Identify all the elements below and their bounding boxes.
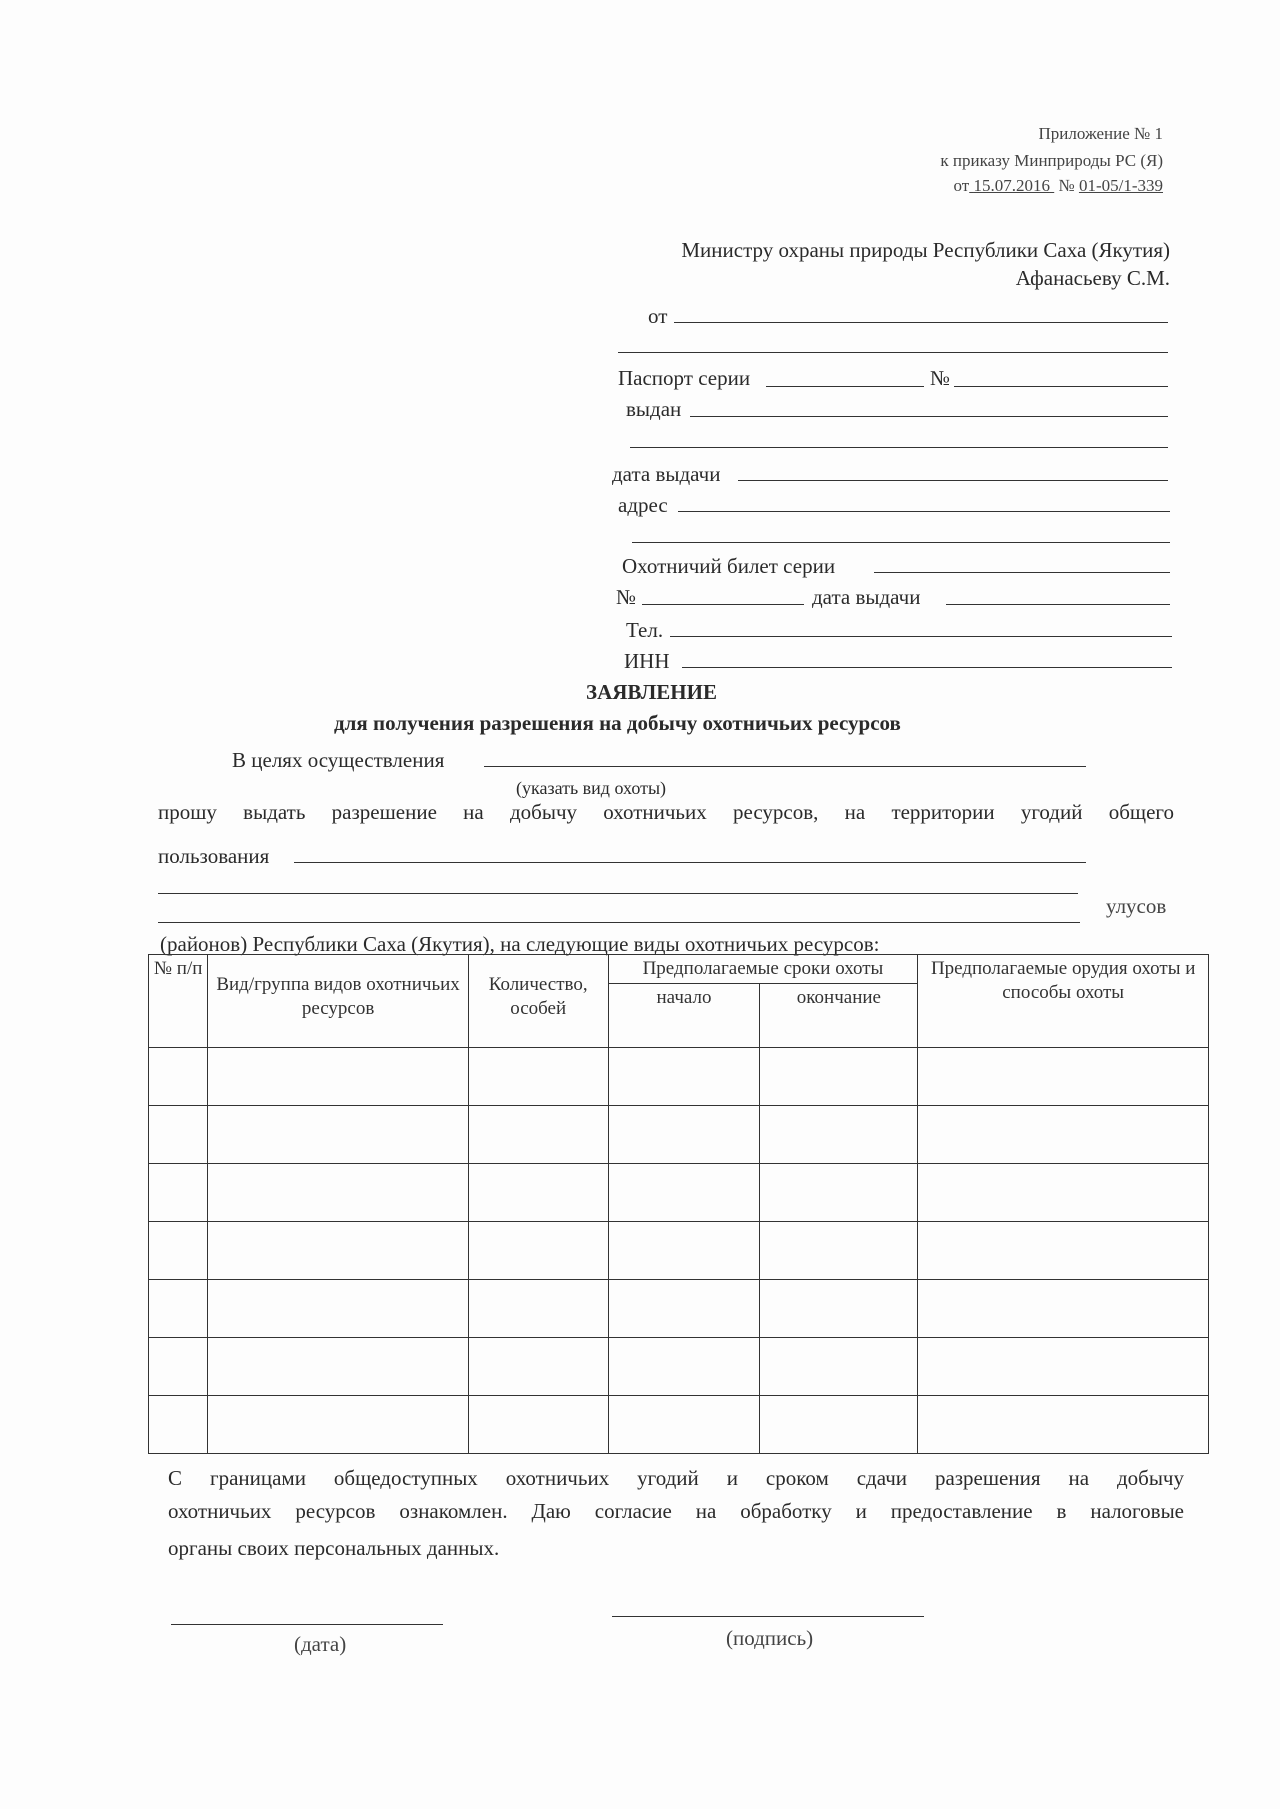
table-cell[interactable] bbox=[468, 1048, 608, 1106]
table-cell[interactable] bbox=[208, 1396, 468, 1454]
table-row bbox=[149, 1164, 1209, 1222]
regions-text: (районов) Республики Саха (Якутия), на следующие виды охотничьих ресурсов: bbox=[160, 932, 880, 956]
col-qty: Количество, особей bbox=[468, 955, 608, 1048]
order-number: 01-05/1-339 bbox=[1078, 176, 1163, 195]
table-cell[interactable] bbox=[468, 1338, 608, 1396]
from-field-2[interactable] bbox=[618, 352, 1168, 353]
addressee-line1: Министру охраны природы Республики Саха (Якутия) bbox=[681, 238, 1170, 262]
table-cell[interactable] bbox=[149, 1164, 208, 1222]
table-cell[interactable] bbox=[608, 1338, 760, 1396]
number-prefix: № bbox=[1058, 176, 1075, 195]
table-row bbox=[149, 1048, 1209, 1106]
issued-label: выдан bbox=[626, 397, 682, 421]
ticket-number-field[interactable] bbox=[642, 604, 804, 605]
table-cell[interactable] bbox=[918, 1222, 1209, 1280]
territory-field[interactable] bbox=[294, 862, 1086, 863]
table-cell[interactable] bbox=[468, 1280, 608, 1338]
table-row bbox=[149, 1222, 1209, 1280]
col-species: Вид/группа видов охотничьих ресурсов bbox=[208, 955, 468, 1048]
table-cell[interactable] bbox=[760, 1396, 918, 1454]
consent-line3: органы своих персональных данных. bbox=[168, 1536, 500, 1560]
table-cell[interactable] bbox=[149, 1106, 208, 1164]
table-cell[interactable] bbox=[208, 1048, 468, 1106]
consent-line1: С границами общедоступных охотничьих угодий и сроком сдачи разрешения на добычу bbox=[168, 1466, 1184, 1490]
table-row bbox=[149, 1280, 1209, 1338]
table-cell[interactable] bbox=[760, 1106, 918, 1164]
table-cell[interactable] bbox=[468, 1222, 608, 1280]
table-cell[interactable] bbox=[208, 1280, 468, 1338]
issued-field-2[interactable] bbox=[630, 447, 1168, 448]
species-table bbox=[148, 954, 1209, 1454]
table-cell[interactable] bbox=[608, 1396, 760, 1454]
from-prefix: от bbox=[953, 176, 970, 195]
table-cell[interactable] bbox=[918, 1106, 1209, 1164]
address-field-2[interactable] bbox=[632, 542, 1170, 543]
table-cell[interactable] bbox=[608, 1164, 760, 1222]
hunting-ticket-label: Охотничий билет серии bbox=[622, 554, 836, 578]
table-cell[interactable] bbox=[468, 1106, 608, 1164]
from-field[interactable] bbox=[674, 322, 1168, 323]
addressee-line2: Афанасьеву С.М. bbox=[1015, 266, 1170, 290]
purpose-label: В целях осуществления bbox=[232, 748, 445, 772]
date-field[interactable] bbox=[171, 1624, 443, 1625]
passport-series-field[interactable] bbox=[766, 386, 924, 387]
document-title: ЗАЯВЛЕНИЕ bbox=[586, 680, 717, 704]
table-cell[interactable] bbox=[918, 1164, 1209, 1222]
order-label: к приказу Минприроды РС (Я) bbox=[940, 151, 1163, 170]
table-cell[interactable] bbox=[608, 1048, 760, 1106]
uluses-label: улусов bbox=[1106, 894, 1167, 918]
inn-field[interactable] bbox=[682, 667, 1172, 668]
table-cell[interactable] bbox=[918, 1396, 1209, 1454]
order-ref bbox=[954, 176, 1164, 196]
document-subtitle: для получения разрешения на добычу охотничьих ресурсов bbox=[334, 711, 901, 735]
table-cell[interactable] bbox=[760, 1338, 918, 1396]
table-cell[interactable] bbox=[149, 1222, 208, 1280]
table-cell[interactable] bbox=[760, 1222, 918, 1280]
signature-label: (подпись) bbox=[726, 1626, 814, 1650]
purpose-field[interactable] bbox=[484, 766, 1086, 767]
table-cell[interactable] bbox=[608, 1106, 760, 1164]
ticket-date-label: дата выдачи bbox=[812, 585, 921, 609]
issue-date-label: дата выдачи bbox=[612, 462, 721, 486]
passport-series-label: Паспорт серии bbox=[618, 366, 751, 390]
col-end: окончание bbox=[760, 984, 918, 1048]
hunting-ticket-field[interactable] bbox=[874, 572, 1170, 573]
table-cell[interactable] bbox=[918, 1048, 1209, 1106]
table-cell[interactable] bbox=[149, 1396, 208, 1454]
from-label: от bbox=[648, 304, 668, 328]
table-cell[interactable] bbox=[149, 1280, 208, 1338]
ticket-date-field[interactable] bbox=[946, 604, 1170, 605]
passport-number-label: № bbox=[930, 366, 951, 390]
table-cell[interactable] bbox=[918, 1338, 1209, 1396]
inn-label: ИНН bbox=[624, 649, 670, 673]
purpose-hint: (указать вид охоты) bbox=[516, 778, 667, 798]
request-text: прошу выдать разрешение на добычу охотничьих ресурсов, на территории угодий общего bbox=[158, 800, 1174, 824]
consent-line2: охотничьих ресурсов ознакомлен. Даю согласие на обработку и предоставление в налоговые bbox=[168, 1499, 1184, 1523]
col-start: начало bbox=[608, 984, 760, 1048]
phone-label: Тел. bbox=[626, 618, 664, 642]
table-cell[interactable] bbox=[608, 1280, 760, 1338]
address-label: адрес bbox=[618, 493, 668, 517]
table-cell[interactable] bbox=[208, 1338, 468, 1396]
table-cell[interactable] bbox=[208, 1106, 468, 1164]
annex-label: Приложение № 1 bbox=[1038, 124, 1163, 143]
table-cell[interactable] bbox=[208, 1164, 468, 1222]
col-num: № п/п bbox=[149, 955, 208, 1048]
territory-field-2[interactable] bbox=[158, 893, 1078, 894]
date-label: (дата) bbox=[294, 1632, 347, 1656]
order-date: 15.07.2016 bbox=[973, 176, 1050, 195]
table-cell[interactable] bbox=[149, 1048, 208, 1106]
col-terms: Предполагаемые сроки охоты bbox=[608, 955, 918, 984]
table-cell[interactable] bbox=[468, 1164, 608, 1222]
table-cell[interactable] bbox=[468, 1396, 608, 1454]
table-cell[interactable] bbox=[760, 1164, 918, 1222]
territory-field-3[interactable] bbox=[158, 922, 1080, 923]
issue-date-field[interactable] bbox=[738, 480, 1168, 481]
table-row bbox=[149, 1338, 1209, 1396]
ticket-number-label: № bbox=[616, 585, 637, 609]
passport-number-field[interactable] bbox=[954, 386, 1168, 387]
table-cell[interactable] bbox=[149, 1338, 208, 1396]
col-tools: Предполагаемые орудия охоты и способы охоты bbox=[918, 955, 1209, 1048]
address-field[interactable] bbox=[678, 511, 1170, 512]
table-cell[interactable] bbox=[760, 1280, 918, 1338]
request-text-2: пользования bbox=[158, 844, 270, 868]
table-cell[interactable] bbox=[918, 1280, 1209, 1338]
signature-field[interactable] bbox=[612, 1616, 924, 1617]
table-row bbox=[149, 1396, 1209, 1454]
table-row bbox=[149, 1106, 1209, 1164]
phone-field[interactable] bbox=[670, 636, 1172, 637]
table-cell[interactable] bbox=[760, 1048, 918, 1106]
table-cell[interactable] bbox=[608, 1222, 760, 1280]
issued-field[interactable] bbox=[690, 416, 1168, 417]
table-cell[interactable] bbox=[208, 1222, 468, 1280]
